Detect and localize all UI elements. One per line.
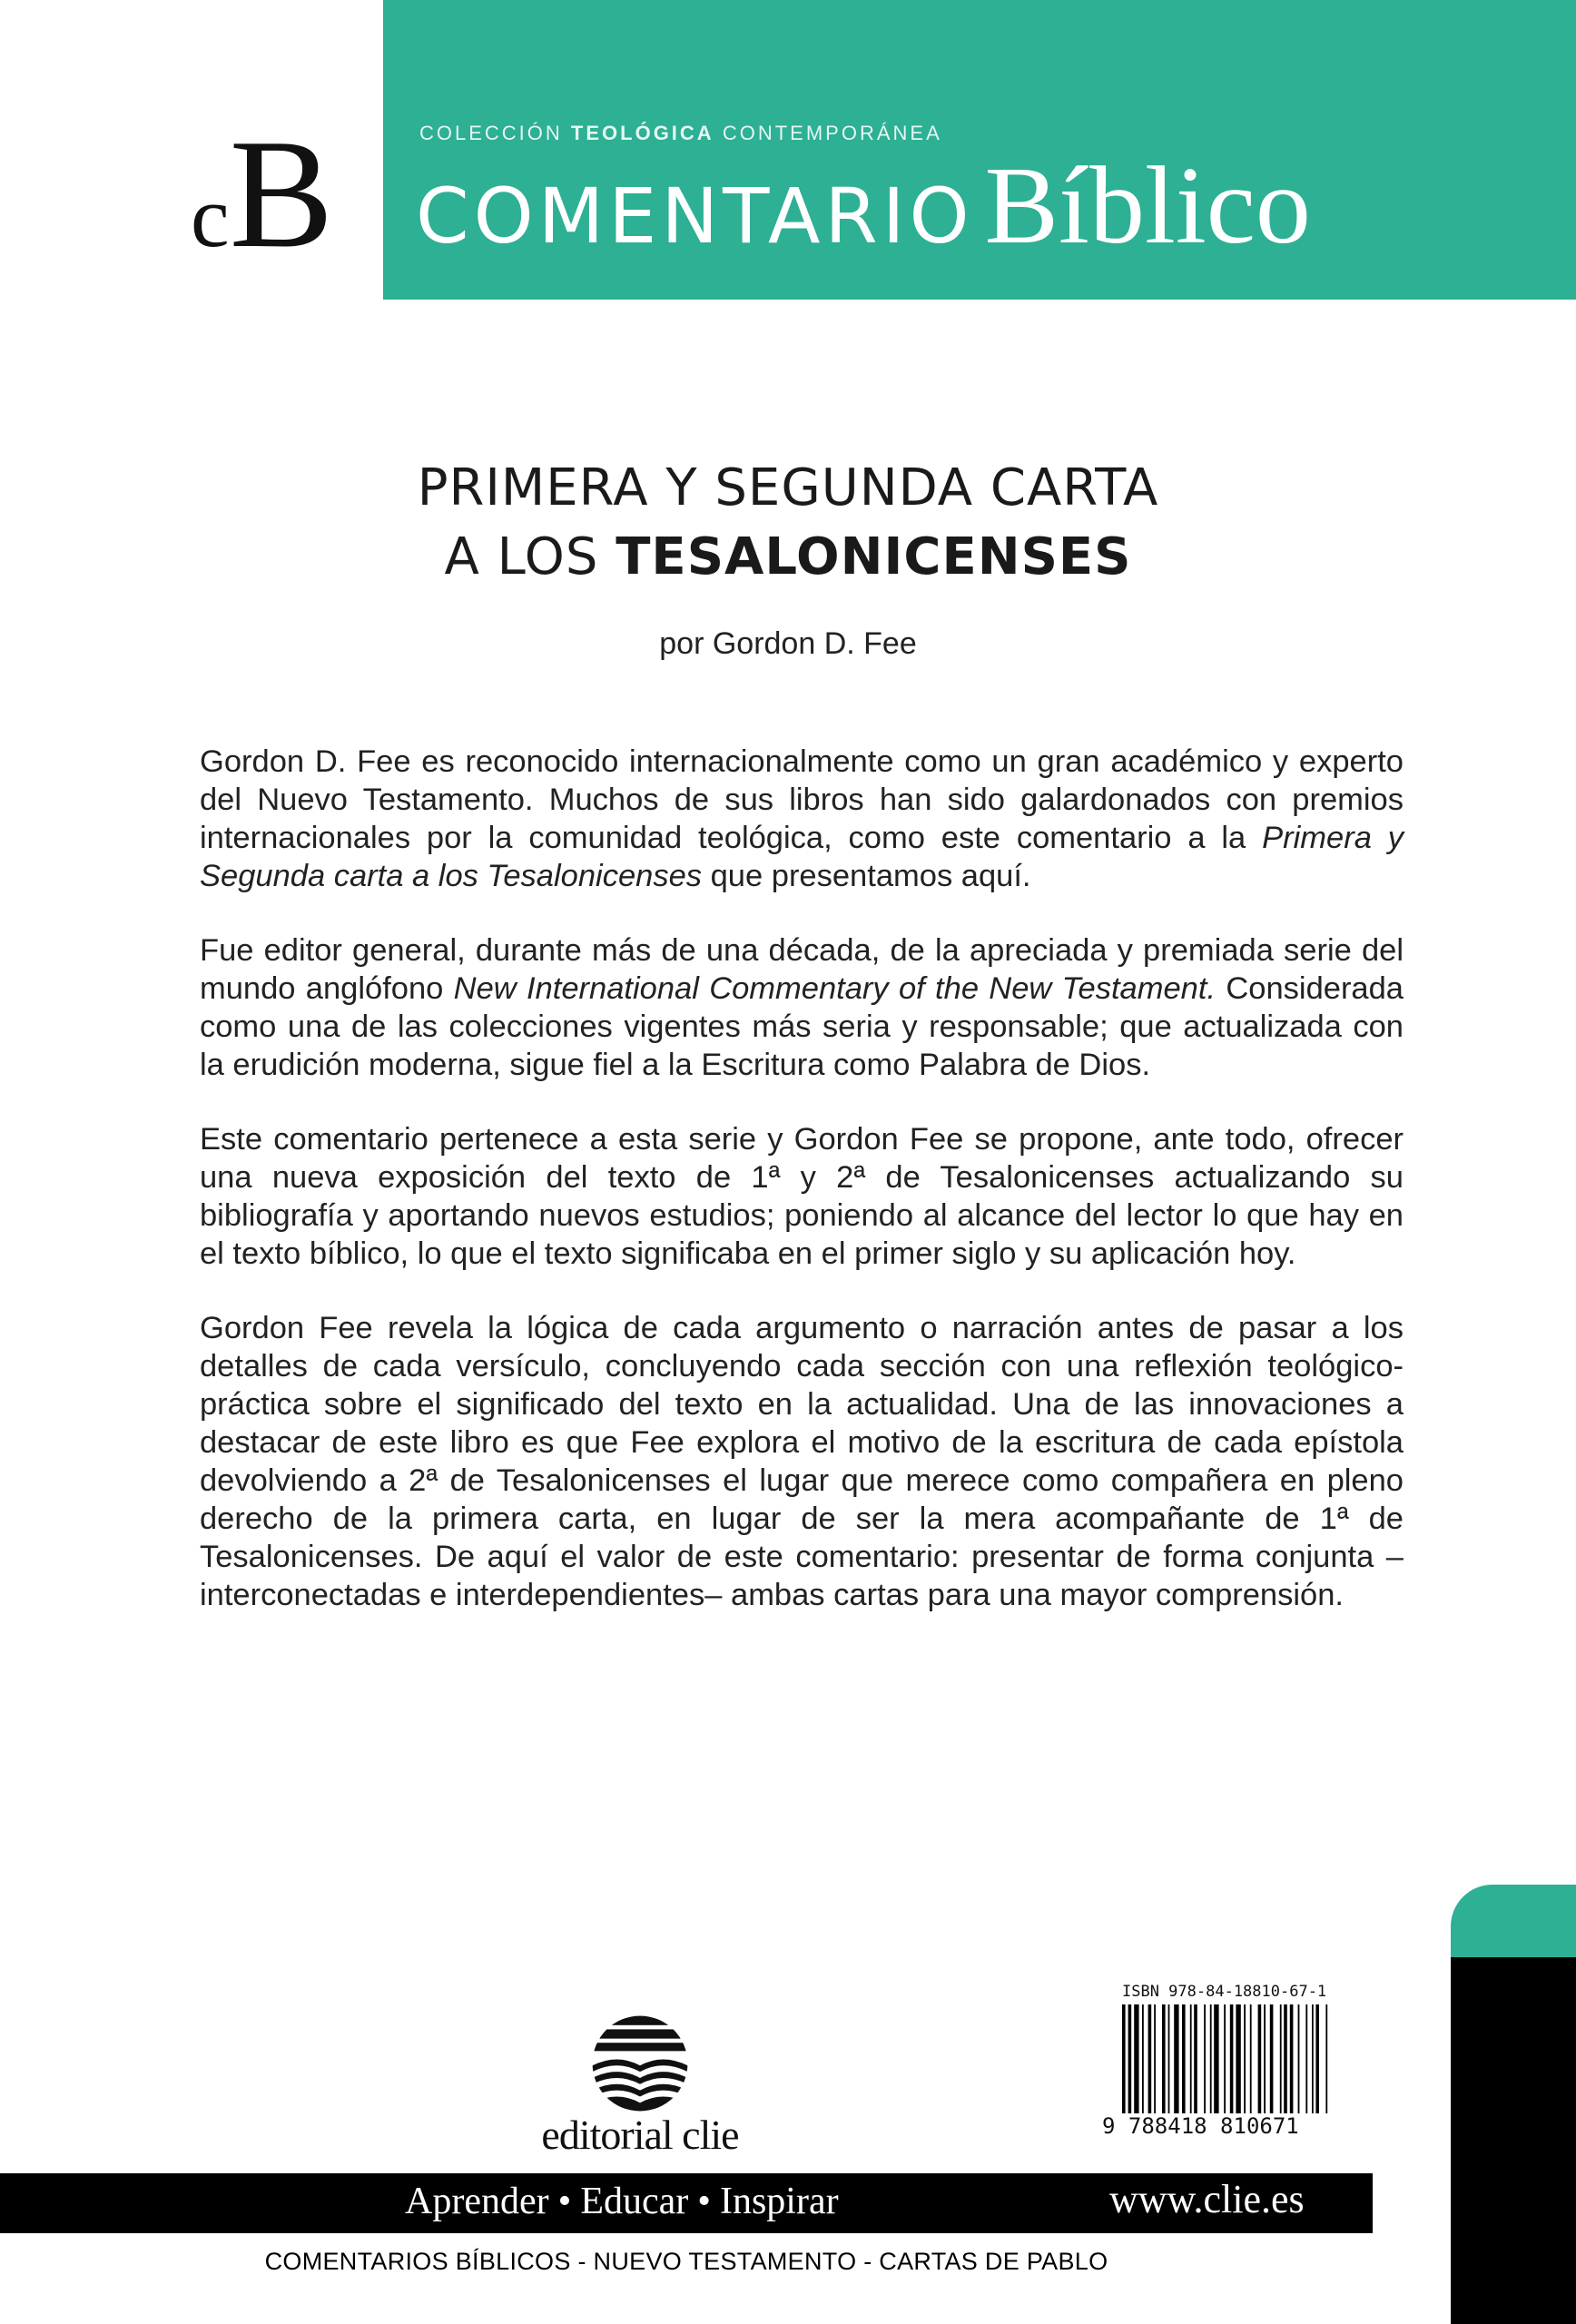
publisher-website: www.clie.es <box>1109 2177 1305 2221</box>
synopsis-paragraph-2: Fue editor general, durante más de una década, de la apreciada y premiada serie del mundo anglófono New International Commentary of the New Testament. Considerada como una de las colecciones vigentes más seria y responsable; que actualizada con la erudición moderna, sigue fiel a la Escritura como Palabra de Dios. <box>200 933 1404 1082</box>
spine-tab-black <box>1451 1957 1576 2324</box>
series-banner <box>383 0 1576 300</box>
book-title <box>0 454 1576 592</box>
synopsis-paragraph-4: Gordon Fee revela la lógica de cada argumento o narración antes de pasar a los detalles de cada versículo, concluyendo cada sección con una reflexión teológico-práctica sobre el significado del texto en la actualidad. Una de las innovaciones a destacar de este libro es que Fee explora el motivo de la escritura de cada epístola devolviendo a 2ª de Tesalonicenses el lugar que merece como compañera en pleno derecho de la primera carta, en lugar de ser la mera acompañante de 1ª de Tesalonicenses. De aquí el valor de este comentario: presentar de forma conjunta –interconectadas e interdependientes– ambas cartas para una mayor comprensión. <box>200 1311 1404 1612</box>
synopsis-paragraph-1: Gordon D. Fee es reconocido internacionalmente como un gran académico y experto del Nuevo Testamento. Muchos de sus libros han sido galardonados con premios internacionales por la comunidad teológica, como este comentario a la Primera y Segunda carta a los Tesalonicenses que presentamos aquí. <box>200 744 1404 893</box>
isbn-label: ISBN 978-84-18810-67-1 <box>1122 1983 1327 2001</box>
series-title: COMENTARIOBíblico <box>416 144 1311 267</box>
synopsis <box>200 743 1404 1650</box>
logo-letter-b: B <box>229 108 329 281</box>
open-book-globe-icon <box>588 2012 692 2115</box>
barcode-digits: 9 788418 810671 <box>1102 2113 1299 2139</box>
publisher-name: editorial clie <box>541 2112 739 2158</box>
spine-tab-green <box>1451 1885 1576 1957</box>
author-byline: por Gordon D. Fee <box>659 626 917 661</box>
synopsis-paragraph-3: Este comentario pertenece a esta serie y Gordon Fee se propone, ante todo, ofrecer una nueva exposición del texto de 1ª y 2ª de Tesalonicenses actualizando su bibliografía y aportando nuevos estudios; poniendo al alcance del lector lo que hay en el texto bíblico, lo que el texto significaba en el primer siglo y su aplicación hoy. <box>200 1122 1404 1271</box>
series-footer: COMENTARIOS BÍBLICOS - NUEVO TESTAMENTO - CARTAS DE PABLO <box>264 2248 1108 2275</box>
series-logo-cb <box>191 108 329 281</box>
publisher-slogan: Aprender • Educar • Inspirar <box>405 2181 839 2222</box>
barcode-icon <box>1122 2004 1351 2113</box>
author-name: Gordon D. Fee <box>712 626 917 661</box>
book-title-line-1: PRIMERA Y SEGUNDA CARTA <box>417 458 1159 517</box>
collection-label: COLECCIÓN TEOLÓGICA CONTEMPORÁNEA <box>419 122 942 144</box>
book-title-line-2: A LOS TESALONICENSES <box>444 527 1132 586</box>
logo-letter-c: c <box>191 168 230 265</box>
